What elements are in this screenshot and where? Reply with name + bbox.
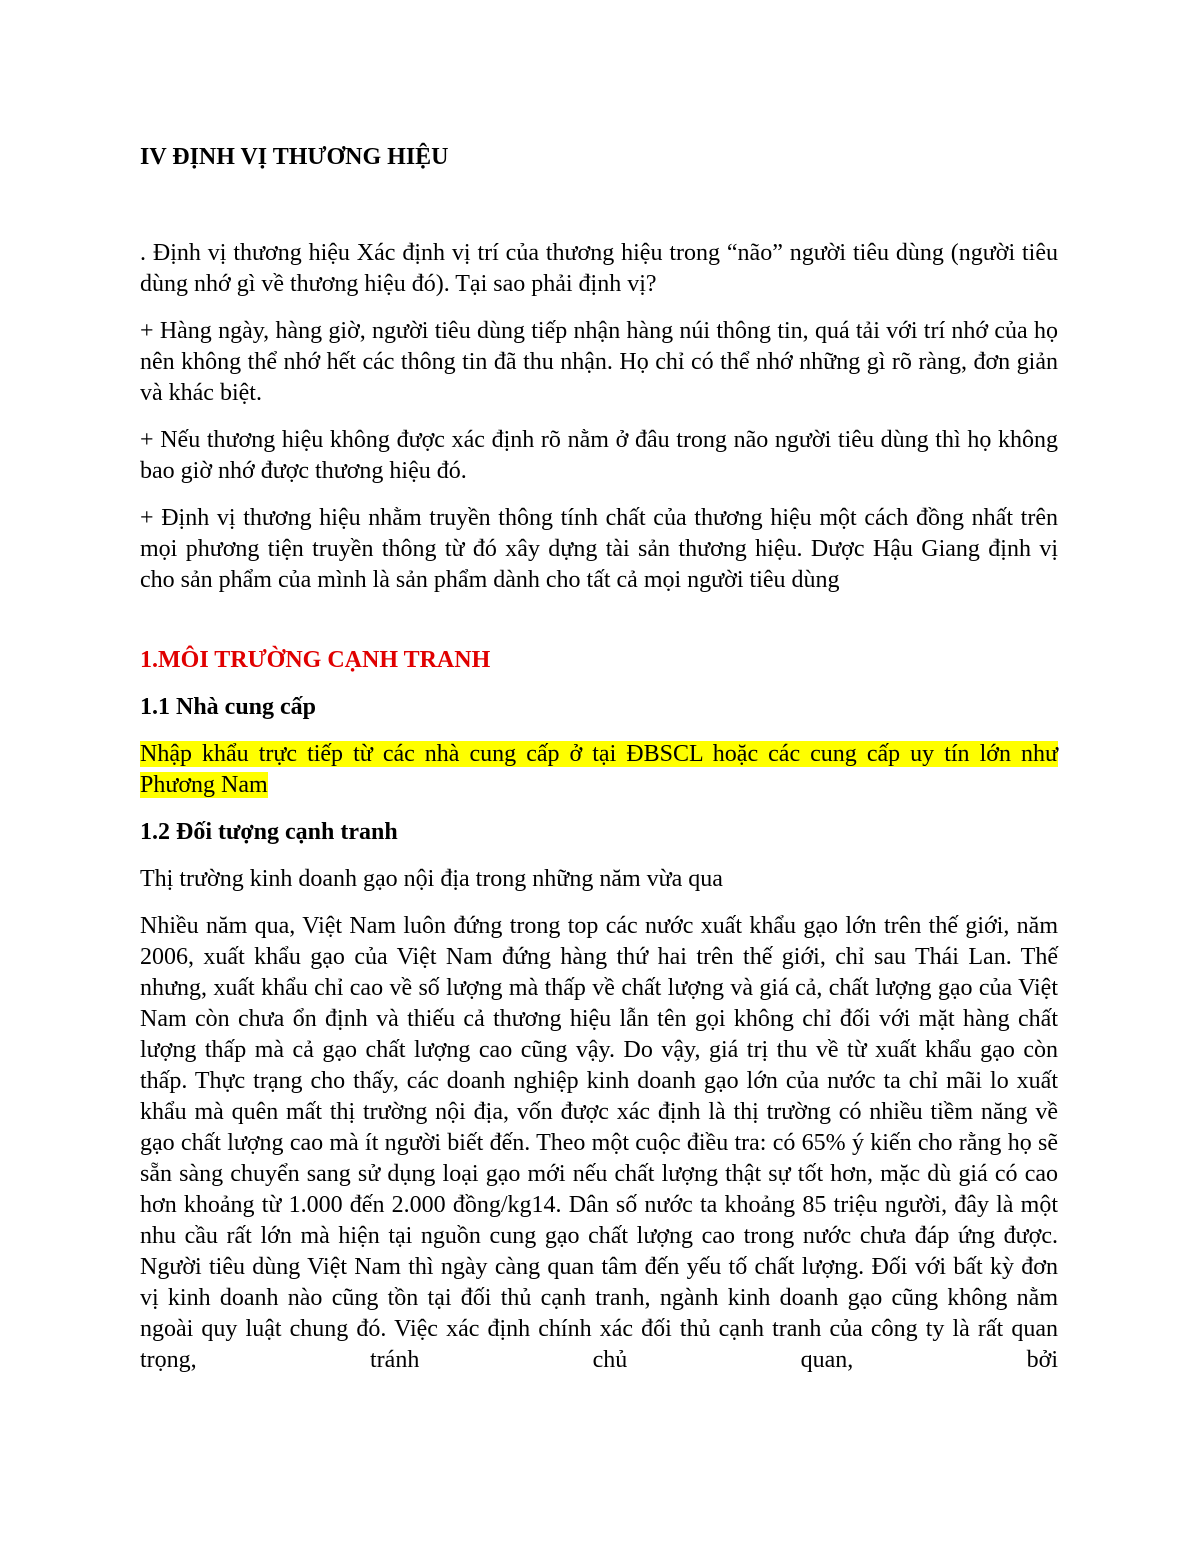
supplier-highlighted-text: Nhập khẩu trực tiếp từ các nhà cung cấp ở tại ĐBSCL hoặc các cung cấp uy tín lớn như Phương Nam	[140, 741, 1058, 798]
subsection-title-supplier: 1.1 Nhà cung cấp	[140, 694, 317, 720]
subsection-title-competitors: 1.2 Đối tượng cạnh tranh	[140, 819, 398, 845]
supplier-text	[140, 739, 1058, 801]
intro-paragraph-1: . Định vị thương hiệu Xác định vị trí của thương hiệu trong “não” người tiêu dùng (người tiêu dùng nhớ gì về thương hiệu đó). Tại sao phải định vị?	[140, 240, 1058, 297]
intro-paragraph-3: + Nếu thương hiệu không được xác định rõ nằm ở đâu trong não người tiêu dùng thì họ không bao giờ nhớ được thương hiệu đó.	[140, 427, 1058, 484]
page-heading: IV ĐỊNH VỊ THƯƠNG HIỆU	[140, 144, 449, 170]
section-title: 1.MÔI TRƯỜNG CẠNH TRANH	[140, 647, 491, 673]
competitors-lead: Thị trường kinh doanh gạo nội địa trong những năm vừa qua	[140, 866, 723, 892]
intro-paragraph-4: + Định vị thương hiệu nhằm truyền thông tính chất của thương hiệu một cách đồng nhất trên mọi phương tiện truyền thông từ đó xây dựng tài sản thương hiệu. Dược Hậu Giang định vị cho sản phẩm của mình là sản phẩm dành cho tất cả mọi người tiêu dùng	[140, 505, 1058, 593]
competitors-body: Nhiều năm qua, Việt Nam luôn đứng trong top các nước xuất khẩu gạo lớn trên thế giới, năm 2006, xuất khẩu gạo của Việt Nam đứng hàng thứ hai trên thế giới, chỉ sau Thái Lan. Thế nhưng, xuất khẩu chỉ cao về số lượng mà thấp về chất lượng và giá cả, chất lượng gạo của Việt Nam còn chưa ổn định và thiếu cả thương hiệu lẫn tên gọi không chỉ đối với mặt hàng chất lượng thấp mà cả gạo chất lượng cao cũng vậy. Do vậy, giá trị thu về từ xuất khẩu gạo còn thấp. Thực trạng cho thấy, các doanh nghiệp kinh doanh gạo lớn của nước ta chỉ mãi lo xuất khẩu mà quên mất thị trường nội địa, vốn được xác định là thị trường có nhiều tiềm năng về gạo chất lượng cao mà ít người biết đến. Theo một cuộc điều tra: có 65% ý kiến cho rằng họ sẽ sẵn sàng chuyển sang sử dụng loại gạo mới nếu chất lượng thật sự tốt hơn, mặc dù giá có cao hơn khoảng từ 1.000 đến 2.000 đồng/kg14. Dân số nước ta khoảng 85 triệu người, đây là một nhu cầu rất lớn mà hiện tại nguồn cung gạo chất lượng cao trong nước chưa đáp ứng được. Người tiêu dùng Việt Nam thì ngày càng quan tâm đến yếu tố chất lượng. Đối với bất kỳ đơn vị kinh doanh nào cũng tồn tại đối thủ cạnh tranh, ngành kinh doanh gạo cũng không nằm ngoài quy luật chung đó. Việc xác định chính xác đối thủ cạnh tranh của công ty là rất quan trọng, tránh chủ quan, bởi	[140, 913, 1058, 1373]
document-content	[140, 142, 1058, 1376]
intro-paragraph-2: + Hàng ngày, hàng giờ, người tiêu dùng tiếp nhận hàng núi thông tin, quá tải với trí nhớ của họ nên không thể nhớ hết các thông tin đã thu nhận. Họ chỉ có thể nhớ những gì rõ ràng, đơn giản và khác biệt.	[140, 318, 1058, 406]
